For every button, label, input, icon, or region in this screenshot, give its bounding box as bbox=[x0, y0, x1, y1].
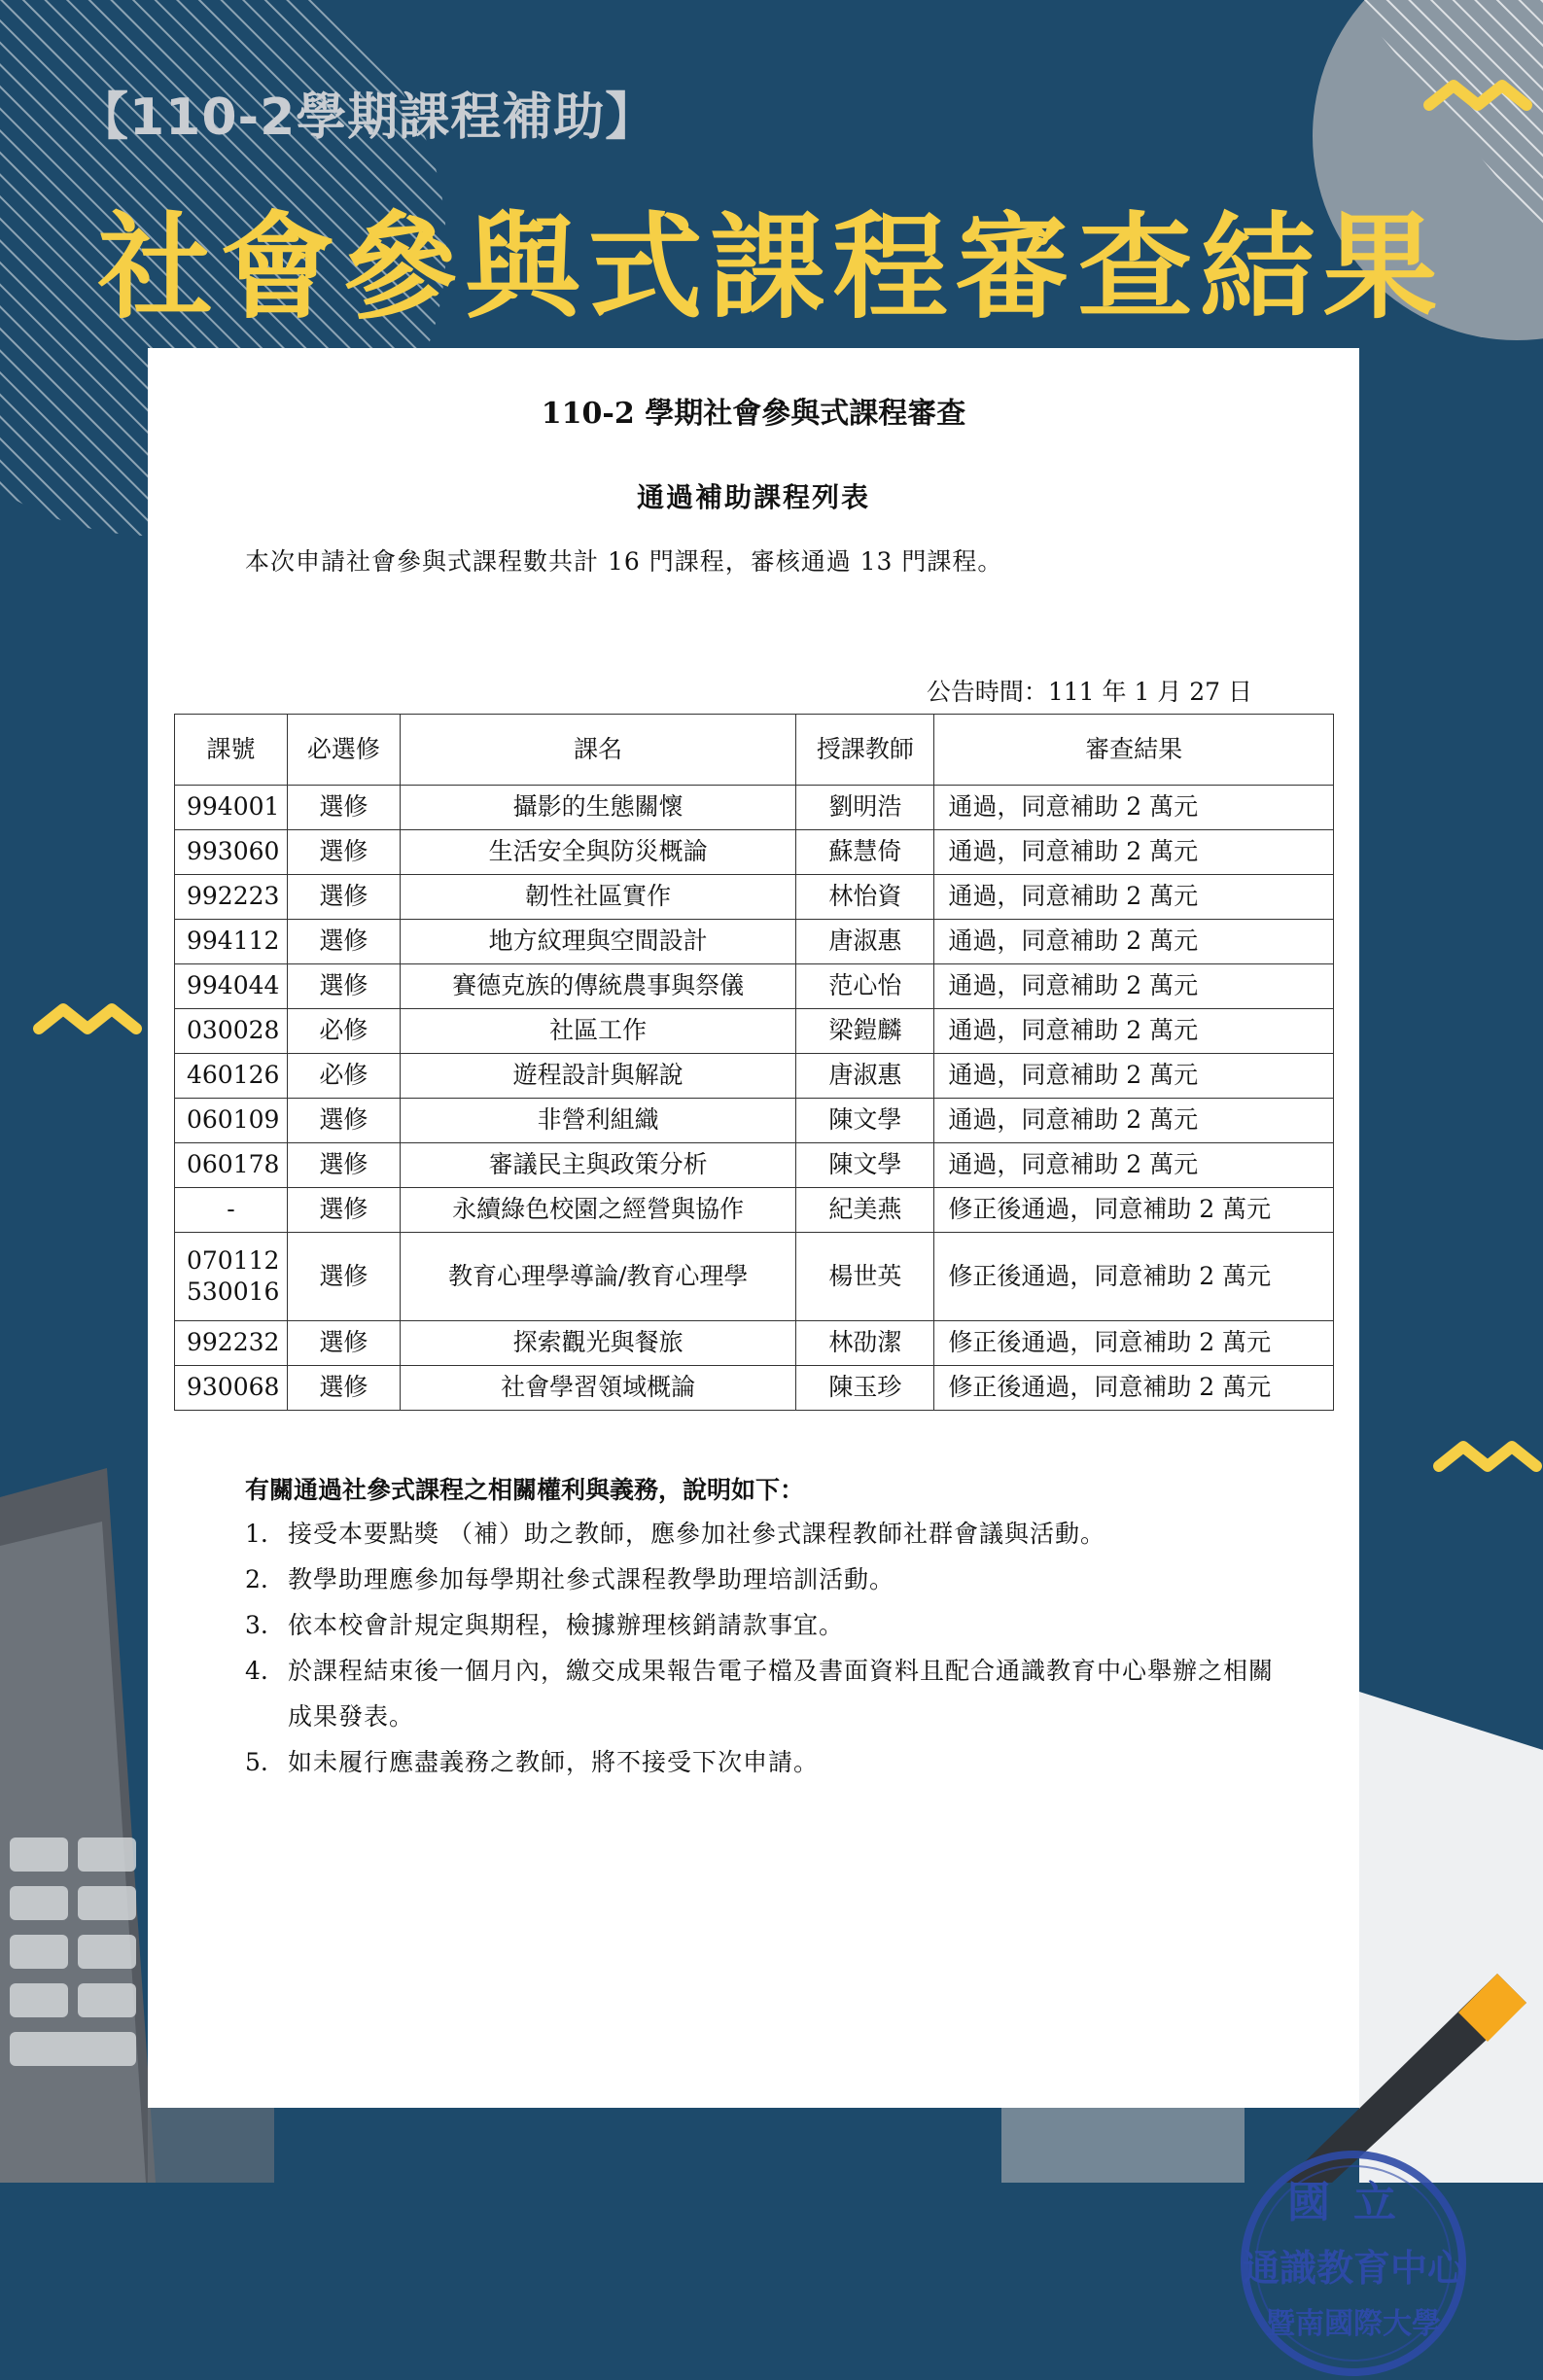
rights-item bbox=[245, 1602, 1276, 1648]
course-code-cell: 992223 bbox=[175, 875, 288, 920]
table-row bbox=[175, 1233, 1334, 1321]
teacher-cell: 范心怡 bbox=[796, 964, 934, 1009]
course-name-cell: 社會學習領域概論 bbox=[400, 1366, 796, 1411]
course-type-cell: 選修 bbox=[287, 1321, 400, 1366]
result-cell: 通過，同意補助 2 萬元 bbox=[934, 786, 1334, 830]
header-result: 審查結果 bbox=[934, 715, 1334, 786]
rights-item bbox=[245, 1557, 1276, 1602]
course-code-cell: 992232 bbox=[175, 1321, 288, 1366]
rights-item-number: 3. bbox=[245, 1611, 268, 1639]
teacher-cell: 梁鎧麟 bbox=[796, 1009, 934, 1054]
rights-item-text: 於課程結束後一個月內，繳交成果報告電子檔及書面資料且配合通識教育中心舉辦之相關成果發表。 bbox=[288, 1657, 1275, 1731]
result-cell: 通過，同意補助 2 萬元 bbox=[934, 875, 1334, 920]
document-subtitle: 通過補助課程列表 bbox=[636, 481, 870, 513]
course-code-cell: 994112 bbox=[175, 920, 288, 964]
teacher-cell: 陳文學 bbox=[796, 1143, 934, 1188]
course-code-cell: 060178 bbox=[175, 1143, 288, 1188]
course-type-cell: 選修 bbox=[287, 875, 400, 920]
rights-item-number: 2. bbox=[245, 1565, 268, 1593]
course-name-cell: 永續綠色校園之經營與協作 bbox=[400, 1188, 796, 1233]
result-cell: 通過，同意補助 2 萬元 bbox=[934, 920, 1334, 964]
table-row bbox=[175, 920, 1334, 964]
seal-line3: 暨南國際大學 bbox=[1266, 2307, 1441, 2341]
course-name-cell: 攝影的生態關懷 bbox=[400, 786, 796, 830]
table-row bbox=[175, 1188, 1334, 1233]
table-row bbox=[175, 875, 1334, 920]
table-row bbox=[175, 1054, 1334, 1099]
course-type-cell: 選修 bbox=[287, 830, 400, 875]
course-type-cell: 選修 bbox=[287, 786, 400, 830]
course-type-cell: 選修 bbox=[287, 1366, 400, 1411]
course-name-cell: 審議民主與政策分析 bbox=[400, 1143, 796, 1188]
course-name-cell: 地方紋理與空間設計 bbox=[400, 920, 796, 964]
result-cell: 修正後通過，同意補助 2 萬元 bbox=[934, 1188, 1334, 1233]
result-cell: 通過，同意補助 2 萬元 bbox=[934, 830, 1334, 875]
course-type-cell: 選修 bbox=[287, 964, 400, 1009]
header-name: 課名 bbox=[400, 715, 796, 786]
teacher-cell: 陳玉珍 bbox=[796, 1366, 934, 1411]
table-row bbox=[175, 1099, 1334, 1143]
result-cell: 修正後通過，同意補助 2 萬元 bbox=[934, 1321, 1334, 1366]
course-name-cell: 韌性社區實作 bbox=[400, 875, 796, 920]
table-header-row bbox=[175, 715, 1334, 786]
course-type-cell: 選修 bbox=[287, 1188, 400, 1233]
page-title: 社會參與式課程審查結果 bbox=[97, 200, 1446, 334]
teacher-cell: 唐淑惠 bbox=[796, 920, 934, 964]
teacher-cell: 林劭潔 bbox=[796, 1321, 934, 1366]
course-type-cell: 選修 bbox=[287, 1143, 400, 1188]
result-cell: 通過，同意補助 2 萬元 bbox=[934, 1143, 1334, 1188]
course-code-cell: 993060 bbox=[175, 830, 288, 875]
course-code-cell: 994044 bbox=[175, 964, 288, 1009]
rights-title: 有關通過社參式課程之相關權利與義務，說明如下： bbox=[245, 1476, 805, 1504]
announcement-document bbox=[148, 348, 1465, 2341]
course-type-cell: 選修 bbox=[287, 920, 400, 964]
header-code: 課號 bbox=[175, 715, 288, 786]
result-cell: 通過，同意補助 2 萬元 bbox=[934, 1099, 1334, 1143]
result-cell: 修正後通過，同意補助 2 萬元 bbox=[934, 1233, 1334, 1321]
course-code-cell: 070112 530016 bbox=[175, 1233, 288, 1321]
seal-line2: 通識教育中心 bbox=[1242, 2247, 1465, 2290]
rights-item-text: 教學助理應參加每學期社參式課程教學助理培訓活動。 bbox=[288, 1565, 895, 1593]
table-row bbox=[175, 1321, 1334, 1366]
header-teacher: 授課教師 bbox=[796, 715, 934, 786]
announce-date: 公告時間：111 年 1 月 27 日 bbox=[926, 678, 1252, 706]
teacher-cell: 蘇慧倚 bbox=[796, 830, 934, 875]
teacher-cell: 楊世英 bbox=[796, 1233, 934, 1321]
rights-item-number: 5. bbox=[245, 1748, 268, 1776]
result-cell: 修正後通過，同意補助 2 萬元 bbox=[934, 1366, 1334, 1411]
course-name-cell: 社區工作 bbox=[400, 1009, 796, 1054]
official-seal bbox=[1237, 2147, 1470, 2380]
course-code-cell: 460126 bbox=[175, 1054, 288, 1099]
rights-item-text: 接受本要點獎 （補）助之教師，應參加社參式課程教師社群會議與活動。 bbox=[288, 1520, 1105, 1548]
result-cell: 通過，同意補助 2 萬元 bbox=[934, 1054, 1334, 1099]
table-row bbox=[175, 1009, 1334, 1054]
rights-list bbox=[245, 1511, 1276, 1785]
rights-item-text: 如未履行應盡義務之教師，將不接受下次申請。 bbox=[288, 1748, 820, 1776]
teacher-cell: 林怡資 bbox=[796, 875, 934, 920]
result-cell: 通過，同意補助 2 萬元 bbox=[934, 964, 1334, 1009]
course-name-cell: 探索觀光與餐旅 bbox=[400, 1321, 796, 1366]
rights-item bbox=[245, 1648, 1276, 1739]
course-type-cell: 必修 bbox=[287, 1054, 400, 1099]
teacher-cell: 紀美燕 bbox=[796, 1188, 934, 1233]
seal-line1: 國立 bbox=[1287, 2178, 1420, 2227]
zigzag-right bbox=[1439, 1447, 1536, 1466]
course-table bbox=[174, 714, 1334, 1411]
intro-text: 本次申請社會參與式課程數共計 16 門課程，審核通過 13 門課程。 bbox=[245, 547, 1003, 576]
rights-item-number: 1. bbox=[245, 1520, 268, 1548]
rights-item bbox=[245, 1739, 1276, 1785]
course-code-cell: 930068 bbox=[175, 1366, 288, 1411]
table-row bbox=[175, 1143, 1334, 1188]
header-type: 必選修 bbox=[287, 715, 400, 786]
course-name-cell: 非營利組織 bbox=[400, 1099, 796, 1143]
table-row bbox=[175, 964, 1334, 1009]
course-code-cell: - bbox=[175, 1188, 288, 1233]
course-type-cell: 必修 bbox=[287, 1009, 400, 1054]
teacher-cell: 唐淑惠 bbox=[796, 1054, 934, 1099]
course-code-cell: 030028 bbox=[175, 1009, 288, 1054]
table-row bbox=[175, 1366, 1334, 1411]
course-code-cell: 060109 bbox=[175, 1099, 288, 1143]
teacher-cell: 劉明浩 bbox=[796, 786, 934, 830]
zigzag-left bbox=[39, 1009, 136, 1029]
course-name-cell: 教育心理學導論/教育心理學 bbox=[400, 1233, 796, 1321]
course-code-cell: 994001 bbox=[175, 786, 288, 830]
rights-item bbox=[245, 1511, 1276, 1557]
result-cell: 通過，同意補助 2 萬元 bbox=[934, 1009, 1334, 1054]
rights-item-number: 4. bbox=[245, 1657, 268, 1685]
course-type-cell: 選修 bbox=[287, 1099, 400, 1143]
course-name-cell: 賽德克族的傳統農事與祭儀 bbox=[400, 964, 796, 1009]
course-name-cell: 生活安全與防災概論 bbox=[400, 830, 796, 875]
header-subtitle: 【110-2學期課程補助】 bbox=[78, 88, 657, 147]
rights-item-text: 依本校會計規定與期程，檢據辦理核銷請款事宜。 bbox=[288, 1611, 845, 1639]
table-row bbox=[175, 830, 1334, 875]
document-title: 110-2 學期社會參與式課程審查 bbox=[541, 397, 966, 431]
course-type-cell: 選修 bbox=[287, 1233, 400, 1321]
course-name-cell: 遊程設計與解說 bbox=[400, 1054, 796, 1099]
teacher-cell: 陳文學 bbox=[796, 1099, 934, 1143]
table-row bbox=[175, 786, 1334, 830]
